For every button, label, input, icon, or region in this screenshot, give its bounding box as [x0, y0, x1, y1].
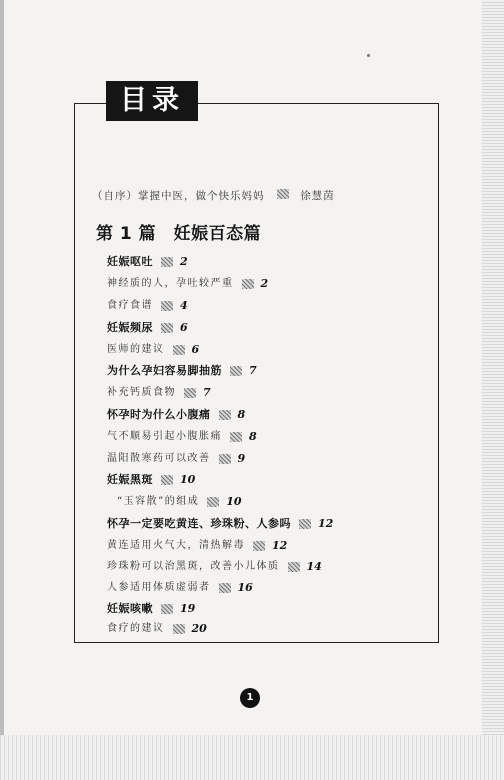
toc-entry[interactable]: [107, 515, 333, 533]
toc-entry-text: 食疗食谱: [107, 300, 153, 311]
toc-entry[interactable]: [117, 493, 242, 511]
toc-entry[interactable]: [107, 319, 188, 337]
toc-entry-page: 19: [180, 602, 196, 615]
toc-entry[interactable]: [107, 537, 287, 555]
toc-entry-text: 气不顺易引起小腹胀痛: [107, 431, 222, 442]
toc-entry-page: 10: [226, 495, 242, 508]
toc-entry[interactable]: [107, 450, 245, 468]
toc-entry[interactable]: [107, 600, 195, 618]
toc-entry-text: 妊娠频尿: [107, 321, 153, 334]
toc-entry[interactable]: [107, 428, 257, 446]
leader-mark-icon: [161, 301, 173, 311]
toc-entry-text: 人参适用体质虚弱者: [107, 582, 211, 593]
leader-mark-icon: [173, 624, 185, 634]
leader-mark-icon: [173, 345, 185, 355]
toc-entry-text: 怀孕一定要吃黄连、珍珠粉、人参吗: [107, 517, 291, 530]
leader-mark-icon: [207, 497, 219, 507]
scan-bottom-band: [0, 735, 504, 780]
toc-entry-text: 珍珠粉可以治黑斑，改善小儿体质: [107, 561, 280, 572]
toc-entry-text: 医师的建议: [107, 344, 165, 355]
page-title: 目录: [106, 81, 198, 121]
leader-mark-icon: [161, 475, 173, 485]
toc-entry[interactable]: [107, 558, 322, 576]
toc-entry-text: 神经质的人，孕吐较严重: [107, 278, 234, 289]
leader-mark-icon: [288, 562, 300, 572]
leader-mark-icon: [161, 257, 173, 267]
toc-entry[interactable]: [107, 384, 211, 402]
section-title: 第 1 篇 妊娠百态篇: [96, 224, 262, 244]
toc-entry[interactable]: [107, 471, 195, 489]
toc-entry-page: 2: [260, 277, 269, 290]
leader-mark-icon: [242, 279, 254, 289]
preface-author: 徐慧茵: [300, 190, 335, 202]
leader-mark-icon: [219, 410, 231, 420]
toc-entry[interactable]: [107, 275, 268, 293]
toc-entry-page: 2: [180, 255, 188, 268]
toc-entry-page: 20: [191, 622, 207, 635]
toc-entry-page: 4: [180, 299, 188, 312]
toc-entry-page: 8: [237, 408, 246, 421]
toc-entry-page: 16: [237, 581, 253, 594]
toc-entry-text: 妊娠黑斑: [107, 473, 153, 486]
toc-entry-page: 6: [180, 321, 188, 334]
toc-entry-text: 温阳散寒药可以改善: [107, 453, 211, 464]
toc-entry-text: “玉容散”的组成: [117, 496, 200, 507]
toc-entry-page: 8: [249, 430, 257, 443]
toc-entry[interactable]: [107, 253, 188, 271]
toc-entry[interactable]: [107, 406, 245, 424]
toc-entry[interactable]: [107, 341, 199, 359]
leader-mark-icon: [230, 432, 242, 442]
leader-mark-icon: [230, 366, 242, 376]
toc-entry-page: 10: [180, 473, 196, 486]
toc-entry-page: 9: [237, 452, 246, 465]
toc-entry-text: 黄连适用火气大，清热解毒: [107, 540, 245, 551]
toc-entry-page: 6: [191, 343, 200, 356]
toc-entry-text: 妊娠咳嗽: [107, 602, 153, 615]
page-number: 1: [240, 688, 260, 708]
leader-mark-icon: [219, 454, 231, 464]
toc-entry-text: 妊娠呕吐: [107, 255, 153, 268]
toc-entry-page: 7: [249, 364, 257, 377]
preface-label: （自序）掌握中医，做个快乐妈妈: [92, 190, 265, 202]
leader-mark-icon: [161, 323, 173, 333]
leader-mark-icon: [299, 519, 311, 529]
leader-mark-icon: [219, 583, 231, 593]
leader-mark-icon: [161, 604, 173, 614]
toc-entry-text: 怀孕时为什么小腹痛: [107, 408, 211, 421]
toc-entry-page: 7: [203, 386, 211, 399]
toc-entry-page: 14: [306, 560, 322, 573]
toc-entry[interactable]: [107, 620, 207, 638]
toc-entry-page: 12: [272, 539, 288, 552]
toc-entry-text: 补充钙质食物: [107, 387, 176, 398]
toc-entry-text: 食疗的建议: [107, 623, 165, 634]
toc-entry-page: 12: [318, 517, 334, 530]
toc-entry[interactable]: [107, 297, 188, 315]
toc-entry-text: 为什么孕妇容易脚抽筋: [107, 364, 222, 377]
leader-mark-icon: [253, 541, 265, 551]
toc-entry[interactable]: [107, 579, 253, 597]
leader-mark-icon: [184, 388, 196, 398]
toc-entry[interactable]: [107, 362, 257, 380]
